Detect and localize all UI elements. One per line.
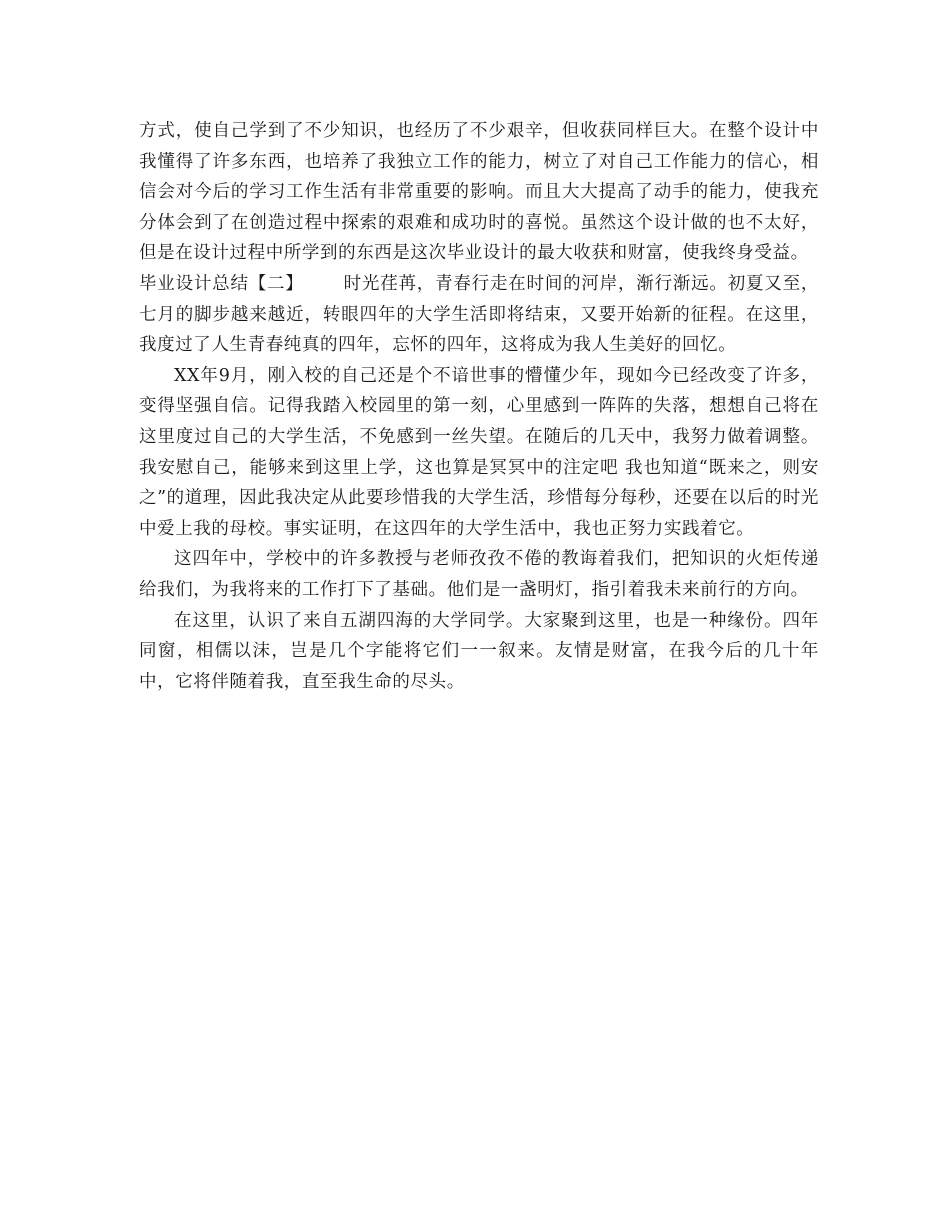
paragraph-section-two <box>139 269 819 361</box>
paragraph-continuation: 方式，使自己学到了不少知识，也经历了不少艰辛，但收获同样巨大。在整个设计中我懂得了许多东西，也培养了我独立工作的能力，树立了对自己工作能力的信心，相信会对今后的学习工作生活有非常重要的影响。而且大大提高了动手的能力，使我充分体会到了在创造过程中探索的艰难和成功时的喜悦。虽然这个设计做的也不太好，但是在设计过程中所学到的东西是这次毕业设计的最大收获和财富，使我终身受益。 <box>139 121 819 264</box>
document-body <box>139 116 819 697</box>
section-heading: 毕业设计总结【二】 <box>139 273 304 294</box>
paragraph-teachers: 这四年中，学校中的许多教授与老师孜孜不倦的教诲着我们，把知识的火炬传递给我们，为我将来的工作打下了基础。他们是一盏明灯，指引着我未来前行的方向。 <box>139 549 819 600</box>
paragraph-classmates: 在这里，认识了来自五湖四海的大学同学。大家聚到这里，也是一种缘份。四年同窗，相儒以沫，岂是几个字能将它们一一叙来。友情是财富，在我今后的几十年中，它将伴随着我，直至我生命的尽头。 <box>139 610 819 692</box>
paragraph-freshman-year: XX年9月，刚入校的自己还是个不谙世事的懵懂少年，现如今已经改变了许多，变得坚强自信。记得我踏入校园里的第一刻，心里感到一阵阵的失落，想想自己将在这里度过自己的大学生活，不免感到一丝失望。在随后的几天中，我努力做着调整。我安慰自己，能够来到这里上学，这也算是冥冥中的注定吧 我也知道“既来之，则安之”的道理，因此我决定从此要珍惜我的大学生活，珍惜每分每秒，还要在以后的时光中爱上我的母校。事实证明，在这四年的大学生活中，我也正努力实践着它。 <box>139 365 819 539</box>
section-two-intro-text: 时光荏苒，青春行走在时间的河岸，渐行渐远。初夏又至，七月的脚步越来越近，转眼四年的大学生活即将结束，又要开始新的征程。在这里，我度过了人生青春纯真的四年，忘怀的四年，这将成为我人生美好的回忆。 <box>139 273 819 356</box>
